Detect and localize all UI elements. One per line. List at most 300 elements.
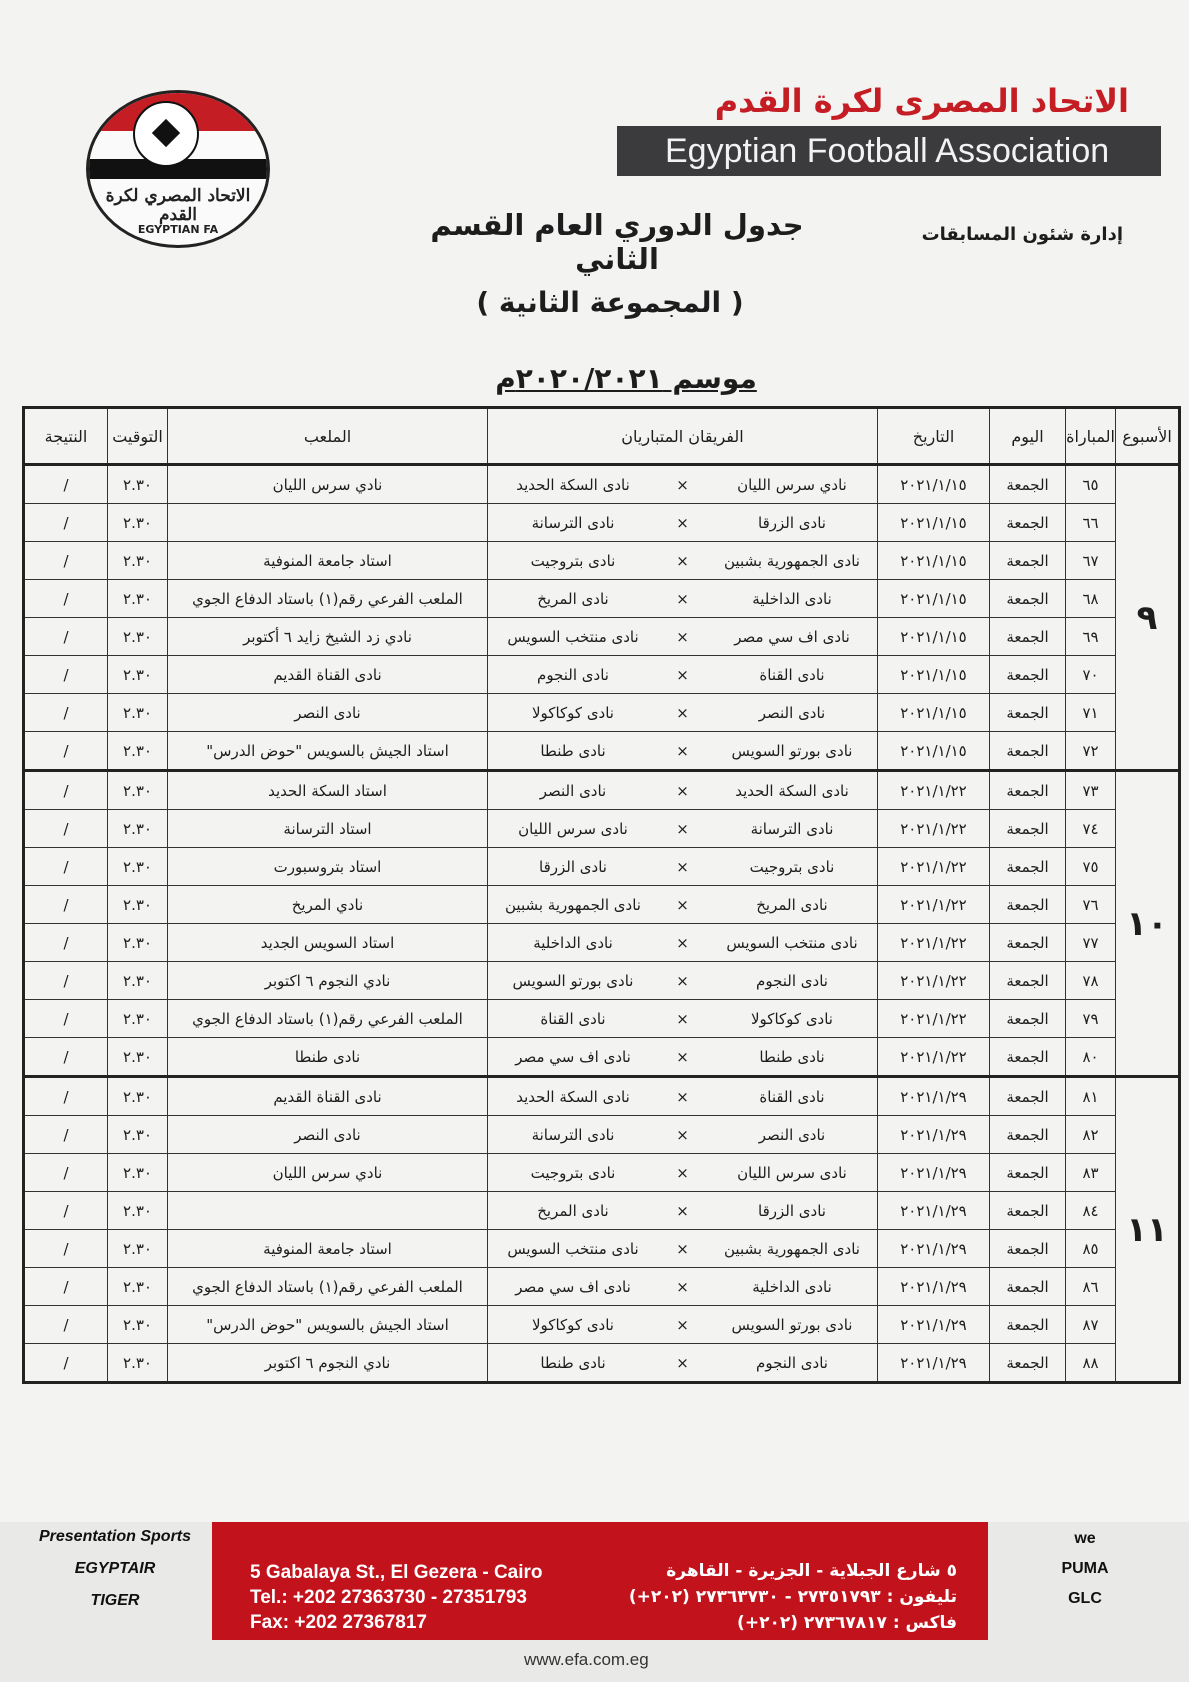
match-day: الجمعة <box>990 732 1066 771</box>
versus-mark: × <box>676 1047 689 1066</box>
match-time: ٢.٣٠ <box>108 542 168 580</box>
match-day: الجمعة <box>990 694 1066 732</box>
match-stadium: استاد السكة الحديد <box>168 771 488 810</box>
match-stadium: استاد الترسانة <box>168 810 488 848</box>
versus-mark: × <box>676 857 689 876</box>
match-stadium: استاد الجيش بالسويس "حوض الدرس" <box>168 1306 488 1344</box>
match-number: ٦٩ <box>1066 618 1116 656</box>
match-number: ٧٧ <box>1066 924 1116 962</box>
address-ar: ٥ شارع الجبلاية - الجزيرة - القاهرة <box>666 1561 957 1581</box>
match-time: ٢.٣٠ <box>108 618 168 656</box>
match-stadium: الملعب الفرعي رقم(١) باستاد الدفاع الجوي <box>168 580 488 618</box>
group-title: ( المجموعة الثانية ) <box>476 286 744 319</box>
versus-mark: × <box>676 665 689 684</box>
match-date: ٢٠٢١/١/٢٢ <box>878 1000 990 1038</box>
match-stadium: الملعب الفرعي رقم(١) باستاد الدفاع الجوي <box>168 1268 488 1306</box>
match-result: / <box>24 465 108 504</box>
match-day: الجمعة <box>990 465 1066 504</box>
match-teams <box>488 694 878 732</box>
match-teams <box>488 656 878 694</box>
sponsor-we: we <box>1074 1530 1096 1547</box>
match-day: الجمعة <box>990 656 1066 694</box>
match-teams <box>488 810 878 848</box>
match-day: الجمعة <box>990 1306 1066 1344</box>
match-teams <box>488 504 878 542</box>
match-result: / <box>24 656 108 694</box>
match-time: ٢.٣٠ <box>108 1192 168 1230</box>
match-number: ٨٧ <box>1066 1306 1116 1344</box>
department: إدارة شئون المسابقات <box>921 224 1123 245</box>
away-team: نادى منتخب السويس <box>507 1239 639 1258</box>
match-number: ٧٢ <box>1066 732 1116 771</box>
away-team: نادى بتروجيت <box>530 1163 616 1182</box>
versus-mark: × <box>676 551 689 570</box>
header-result: النتيجة <box>24 408 108 465</box>
table-row <box>24 618 1180 656</box>
away-team: نادى منتخب السويس <box>507 627 639 646</box>
match-time: ٢.٣٠ <box>108 465 168 504</box>
versus-mark: × <box>676 971 689 990</box>
versus-mark: × <box>676 627 689 646</box>
table-row <box>24 732 1180 771</box>
match-result: / <box>24 732 108 771</box>
match-stadium: نادى طنطا <box>168 1038 488 1077</box>
match-teams <box>488 618 878 656</box>
away-team: نادى بورتو السويس <box>512 971 634 990</box>
match-time: ٢.٣٠ <box>108 1116 168 1154</box>
logo-text-ar: الاتحاد المصري لكرة القدم <box>105 186 251 225</box>
match-day: الجمعة <box>990 1154 1066 1192</box>
match-day: الجمعة <box>990 962 1066 1000</box>
match-time: ٢.٣٠ <box>108 1344 168 1383</box>
match-stadium: نادى النصر <box>168 694 488 732</box>
match-number: ٦٥ <box>1066 465 1116 504</box>
match-teams <box>488 1077 878 1116</box>
match-time: ٢.٣٠ <box>108 656 168 694</box>
versus-mark: × <box>676 819 689 838</box>
home-team: نادى بورتو السويس <box>731 1315 853 1334</box>
match-day: الجمعة <box>990 1268 1066 1306</box>
match-number: ٨٤ <box>1066 1192 1116 1230</box>
week-number: ٩ <box>1116 465 1180 771</box>
match-result: / <box>24 1154 108 1192</box>
match-result: / <box>24 1268 108 1306</box>
contact-ar <box>629 1558 957 1636</box>
home-team: نادى الجمهورية بشبين <box>724 551 860 570</box>
header-teams: الفريقان المتباريان <box>488 408 878 465</box>
table-row <box>24 1116 1180 1154</box>
match-time: ٢.٣٠ <box>108 1306 168 1344</box>
match-date: ٢٠٢١/١/١٥ <box>878 656 990 694</box>
match-date: ٢٠٢١/١/١٥ <box>878 504 990 542</box>
match-result: / <box>24 962 108 1000</box>
away-team: نادى طنطا <box>540 1353 606 1372</box>
versus-mark: × <box>676 1009 689 1028</box>
versus-mark: × <box>676 1163 689 1182</box>
home-team: نادى الداخلية <box>752 1277 832 1296</box>
match-date: ٢٠٢١/١/٢٩ <box>878 1268 990 1306</box>
match-teams <box>488 1116 878 1154</box>
match-number: ٨٨ <box>1066 1344 1116 1383</box>
match-time: ٢.٣٠ <box>108 810 168 848</box>
table-row <box>24 1344 1180 1383</box>
match-date: ٢٠٢١/١/١٥ <box>878 618 990 656</box>
versus-mark: × <box>676 781 689 800</box>
versus-mark: × <box>676 1353 689 1372</box>
match-stadium: نادي سرس الليان <box>168 465 488 504</box>
home-team: نادى كوكاكولا <box>751 1009 833 1028</box>
match-date: ٢٠٢١/١/٢٩ <box>878 1230 990 1268</box>
match-teams <box>488 1192 878 1230</box>
header-week: الأسبوع <box>1116 408 1180 465</box>
match-day: الجمعة <box>990 1000 1066 1038</box>
match-time: ٢.٣٠ <box>108 504 168 542</box>
match-teams <box>488 1000 878 1038</box>
table-row <box>24 1192 1180 1230</box>
match-date: ٢٠٢١/١/٢٩ <box>878 1077 990 1116</box>
home-team: نادى بورتو السويس <box>731 741 853 760</box>
match-result: / <box>24 924 108 962</box>
match-day: الجمعة <box>990 810 1066 848</box>
match-number: ٨٥ <box>1066 1230 1116 1268</box>
sponsors-left <box>30 1528 200 1624</box>
match-stadium: نادي المريخ <box>168 886 488 924</box>
match-number: ٧٦ <box>1066 886 1116 924</box>
website-link[interactable]: www.efa.com.eg <box>524 1650 649 1669</box>
match-day: الجمعة <box>990 1344 1066 1383</box>
match-result: / <box>24 1077 108 1116</box>
match-teams <box>488 1306 878 1344</box>
match-teams <box>488 1154 878 1192</box>
match-result: / <box>24 848 108 886</box>
match-stadium: استاد جامعة المنوفية <box>168 1230 488 1268</box>
page-title: جدول الدوري العام القسم الثاني <box>430 208 804 276</box>
match-stadium <box>168 1192 488 1230</box>
match-date: ٢٠٢١/١/١٥ <box>878 542 990 580</box>
away-team: نادى الجمهورية بشبين <box>505 895 641 914</box>
away-team: نادى الترسانة <box>531 513 615 532</box>
match-number: ٧١ <box>1066 694 1116 732</box>
home-team: نادى القناة <box>759 1087 825 1106</box>
match-number: ٧٨ <box>1066 962 1116 1000</box>
home-team: نادى بتروجيت <box>749 857 835 876</box>
home-team: نادى القناة <box>759 665 825 684</box>
match-teams <box>488 924 878 962</box>
tel-ar: تليفون : ٢٧٣٥١٧٩٣ - ٢٧٣٦٣٧٣٠ (٢٠٢+) <box>628 1587 957 1607</box>
match-teams <box>488 962 878 1000</box>
versus-mark: × <box>676 895 689 914</box>
home-team: نادى الترسانة <box>750 819 834 838</box>
versus-mark: × <box>676 513 689 532</box>
home-team: نادى منتخب السويس <box>726 933 858 952</box>
away-team: نادى الترسانة <box>531 1125 615 1144</box>
match-day: الجمعة <box>990 1230 1066 1268</box>
home-team: نادى الزرقا <box>758 513 826 532</box>
match-result: / <box>24 886 108 924</box>
match-time: ٢.٣٠ <box>108 580 168 618</box>
match-day: الجمعة <box>990 886 1066 924</box>
versus-mark: × <box>676 1087 689 1106</box>
match-number: ٦٨ <box>1066 580 1116 618</box>
versus-mark: × <box>676 475 689 494</box>
match-time: ٢.٣٠ <box>108 1154 168 1192</box>
home-team: نادى النجوم <box>756 971 828 990</box>
tel-en: Tel.: +202 27363730 - 27351793 <box>250 1587 527 1608</box>
match-date: ٢٠٢١/١/١٥ <box>878 580 990 618</box>
away-team: نادى بتروجيت <box>530 551 616 570</box>
match-result: / <box>24 1344 108 1383</box>
match-time: ٢.٣٠ <box>108 1230 168 1268</box>
sponsors-right <box>1000 1530 1170 1620</box>
away-team: نادى النصر <box>539 781 607 800</box>
table-row <box>24 848 1180 886</box>
header-match: المباراة <box>1066 408 1116 465</box>
match-number: ٦٦ <box>1066 504 1116 542</box>
versus-mark: × <box>676 1239 689 1258</box>
match-teams <box>488 465 878 504</box>
match-time: ٢.٣٠ <box>108 1038 168 1077</box>
match-result: / <box>24 810 108 848</box>
table-row <box>24 924 1180 962</box>
logo-text-en: EGYPTIAN FA <box>137 223 219 236</box>
match-number: ٧٥ <box>1066 848 1116 886</box>
table-row <box>24 1000 1180 1038</box>
org-name-en: Egyptian Football Association <box>617 126 1161 176</box>
match-result: / <box>24 1230 108 1268</box>
home-team: نادى سرس الليان <box>737 1163 847 1182</box>
home-team: نادى النصر <box>758 703 826 722</box>
versus-mark: × <box>676 741 689 760</box>
match-time: ٢.٣٠ <box>108 694 168 732</box>
match-result: / <box>24 618 108 656</box>
season-title: موسم ٢٠٢٠/٢٠٢١م <box>495 362 757 395</box>
table-row <box>24 1077 1180 1116</box>
versus-mark: × <box>676 1125 689 1144</box>
away-team: نادى السكة الحديد <box>516 475 630 494</box>
sponsor-tiger: TIGER <box>90 1592 140 1609</box>
match-time: ٢.٣٠ <box>108 886 168 924</box>
match-time: ٢.٣٠ <box>108 1268 168 1306</box>
match-result: / <box>24 1038 108 1077</box>
match-date: ٢٠٢١/١/١٥ <box>878 694 990 732</box>
match-number: ٨٣ <box>1066 1154 1116 1192</box>
match-teams <box>488 848 878 886</box>
match-teams <box>488 580 878 618</box>
fixtures-body <box>24 465 1180 1383</box>
match-day: الجمعة <box>990 542 1066 580</box>
versus-mark: × <box>676 589 689 608</box>
match-date: ٢٠٢١/١/٢٢ <box>878 924 990 962</box>
fax-en: Fax: +202 27367817 <box>250 1612 427 1633</box>
match-date: ٢٠٢١/١/١٥ <box>878 732 990 771</box>
header-date: التاريخ <box>878 408 990 465</box>
header-day: اليوم <box>990 408 1066 465</box>
table-header-row <box>24 408 1180 465</box>
match-stadium: استاد جامعة المنوفية <box>168 542 488 580</box>
home-team: نادى النصر <box>758 1125 826 1144</box>
match-time: ٢.٣٠ <box>108 1000 168 1038</box>
match-stadium: نادي زد الشيخ زايد ٦ أكتوبر <box>168 618 488 656</box>
match-stadium <box>168 504 488 542</box>
match-number: ٧٤ <box>1066 810 1116 848</box>
header-time: التوقيت <box>108 408 168 465</box>
table-row <box>24 886 1180 924</box>
match-stadium: استاد الجيش بالسويس "حوض الدرس" <box>168 732 488 771</box>
away-team: نادى النجوم <box>537 665 609 684</box>
table-row <box>24 1306 1180 1344</box>
away-team: نادى اف سي مصر <box>515 1047 631 1066</box>
match-teams <box>488 732 878 771</box>
away-team: نادى السكة الحديد <box>516 1087 630 1106</box>
match-time: ٢.٣٠ <box>108 962 168 1000</box>
sponsor-glc: GLC <box>1068 1590 1102 1607</box>
match-day: الجمعة <box>990 580 1066 618</box>
match-date: ٢٠٢١/١/٢٩ <box>878 1116 990 1154</box>
match-date: ٢٠٢١/١/٢٢ <box>878 1038 990 1077</box>
match-day: الجمعة <box>990 848 1066 886</box>
match-result: / <box>24 1116 108 1154</box>
match-time: ٢.٣٠ <box>108 771 168 810</box>
table-row <box>24 656 1180 694</box>
sponsor-egyptair: EGYPTAIR <box>74 1560 156 1577</box>
footer <box>0 1522 1189 1682</box>
away-team: نادى الداخلية <box>533 933 613 952</box>
versus-mark: × <box>676 1277 689 1296</box>
match-result: / <box>24 694 108 732</box>
match-result: / <box>24 1000 108 1038</box>
match-number: ٧٩ <box>1066 1000 1116 1038</box>
sponsor-puma: PUMA <box>1061 1560 1109 1577</box>
home-team: نادى اف سي مصر <box>734 627 850 646</box>
home-team: نادى النجوم <box>756 1353 828 1372</box>
home-team: نادى المريخ <box>756 895 828 914</box>
match-teams <box>488 542 878 580</box>
match-teams <box>488 1038 878 1077</box>
match-stadium: نادي سرس الليان <box>168 1154 488 1192</box>
match-number: ٧٠ <box>1066 656 1116 694</box>
home-team: نادى طنطا <box>759 1047 825 1066</box>
away-team: نادى كوكاكولا <box>532 1315 614 1334</box>
versus-mark: × <box>676 703 689 722</box>
match-stadium: استاد السويس الجديد <box>168 924 488 962</box>
away-team: نادى طنطا <box>540 741 606 760</box>
away-team: نادى اف سي مصر <box>515 1277 631 1296</box>
match-result: / <box>24 1306 108 1344</box>
away-team: نادى القناة <box>540 1009 606 1028</box>
match-date: ٢٠٢١/١/٢٩ <box>878 1154 990 1192</box>
home-team: نادي سرس الليان <box>737 475 847 494</box>
match-teams <box>488 1268 878 1306</box>
efa-logo <box>86 90 270 248</box>
table-row <box>24 542 1180 580</box>
match-stadium: نادى القناة القديم <box>168 656 488 694</box>
match-number: ٨٢ <box>1066 1116 1116 1154</box>
match-time: ٢.٣٠ <box>108 1077 168 1116</box>
match-date: ٢٠٢١/١/١٥ <box>878 465 990 504</box>
home-team: نادى الجمهورية بشبين <box>724 1239 860 1258</box>
match-teams <box>488 1230 878 1268</box>
week-number: ١٠ <box>1116 771 1180 1077</box>
org-name-ar: الاتحاد المصرى لكرة القدم <box>714 82 1129 120</box>
match-time: ٢.٣٠ <box>108 848 168 886</box>
match-teams <box>488 771 878 810</box>
away-team: نادى المريخ <box>537 1201 609 1220</box>
match-stadium: الملعب الفرعي رقم(١) باستاد الدفاع الجوي <box>168 1000 488 1038</box>
match-date: ٢٠٢١/١/٢٩ <box>878 1192 990 1230</box>
fax-ar: فاكس : ٢٧٣٦٧٨١٧ (٢٠٢+) <box>737 1613 957 1633</box>
match-result: / <box>24 504 108 542</box>
table-row <box>24 962 1180 1000</box>
match-time: ٢.٣٠ <box>108 924 168 962</box>
match-time: ٢.٣٠ <box>108 732 168 771</box>
match-date: ٢٠٢١/١/٢٩ <box>878 1344 990 1383</box>
table-row <box>24 580 1180 618</box>
table-row <box>24 1268 1180 1306</box>
match-day: الجمعة <box>990 1038 1066 1077</box>
table-row <box>24 1230 1180 1268</box>
match-number: ٨٠ <box>1066 1038 1116 1077</box>
match-result: / <box>24 580 108 618</box>
away-team: نادى سرس الليان <box>518 819 628 838</box>
match-number: ٧٣ <box>1066 771 1116 810</box>
away-team: نادى الزرقا <box>539 857 607 876</box>
home-team: نادى السكة الحديد <box>735 781 849 800</box>
match-date: ٢٠٢١/١/٢٢ <box>878 810 990 848</box>
contact-en <box>250 1560 543 1635</box>
header-stadium: الملعب <box>168 408 488 465</box>
match-teams <box>488 886 878 924</box>
match-stadium: نادى النصر <box>168 1116 488 1154</box>
match-number: ٦٧ <box>1066 542 1116 580</box>
match-day: الجمعة <box>990 771 1066 810</box>
table-row <box>24 694 1180 732</box>
match-result: / <box>24 542 108 580</box>
week-number: ١١ <box>1116 1077 1180 1383</box>
match-day: الجمعة <box>990 618 1066 656</box>
versus-mark: × <box>676 933 689 952</box>
football-icon <box>133 101 199 167</box>
away-team: نادى المريخ <box>537 589 609 608</box>
match-number: ٨١ <box>1066 1077 1116 1116</box>
match-date: ٢٠٢١/١/٢٢ <box>878 771 990 810</box>
match-day: الجمعة <box>990 1116 1066 1154</box>
match-day: الجمعة <box>990 1077 1066 1116</box>
sponsor-presentation: Presentation Sports <box>38 1528 192 1545</box>
home-team: نادى الداخلية <box>752 589 832 608</box>
match-number: ٨٦ <box>1066 1268 1116 1306</box>
versus-mark: × <box>676 1201 689 1220</box>
table-row <box>24 1038 1180 1077</box>
match-result: / <box>24 771 108 810</box>
table-row <box>24 1154 1180 1192</box>
match-day: الجمعة <box>990 1192 1066 1230</box>
table-row <box>24 771 1180 810</box>
match-date: ٢٠٢١/١/٢٢ <box>878 886 990 924</box>
address-en: 5 Gabalaya St., El Gezera - Cairo <box>250 1562 543 1583</box>
match-day: الجمعة <box>990 924 1066 962</box>
home-team: نادى الزرقا <box>758 1201 826 1220</box>
match-day: الجمعة <box>990 504 1066 542</box>
away-team: نادى كوكاكولا <box>532 703 614 722</box>
versus-mark: × <box>676 1315 689 1334</box>
match-stadium: نادي النجوم ٦ اكتوبر <box>168 962 488 1000</box>
match-date: ٢٠٢١/١/٢٢ <box>878 962 990 1000</box>
table-row <box>24 810 1180 848</box>
match-stadium: استاد بتروسبورت <box>168 848 488 886</box>
table-row <box>24 504 1180 542</box>
fixtures-table <box>22 406 1181 1384</box>
match-date: ٢٠٢١/١/٢٢ <box>878 848 990 886</box>
